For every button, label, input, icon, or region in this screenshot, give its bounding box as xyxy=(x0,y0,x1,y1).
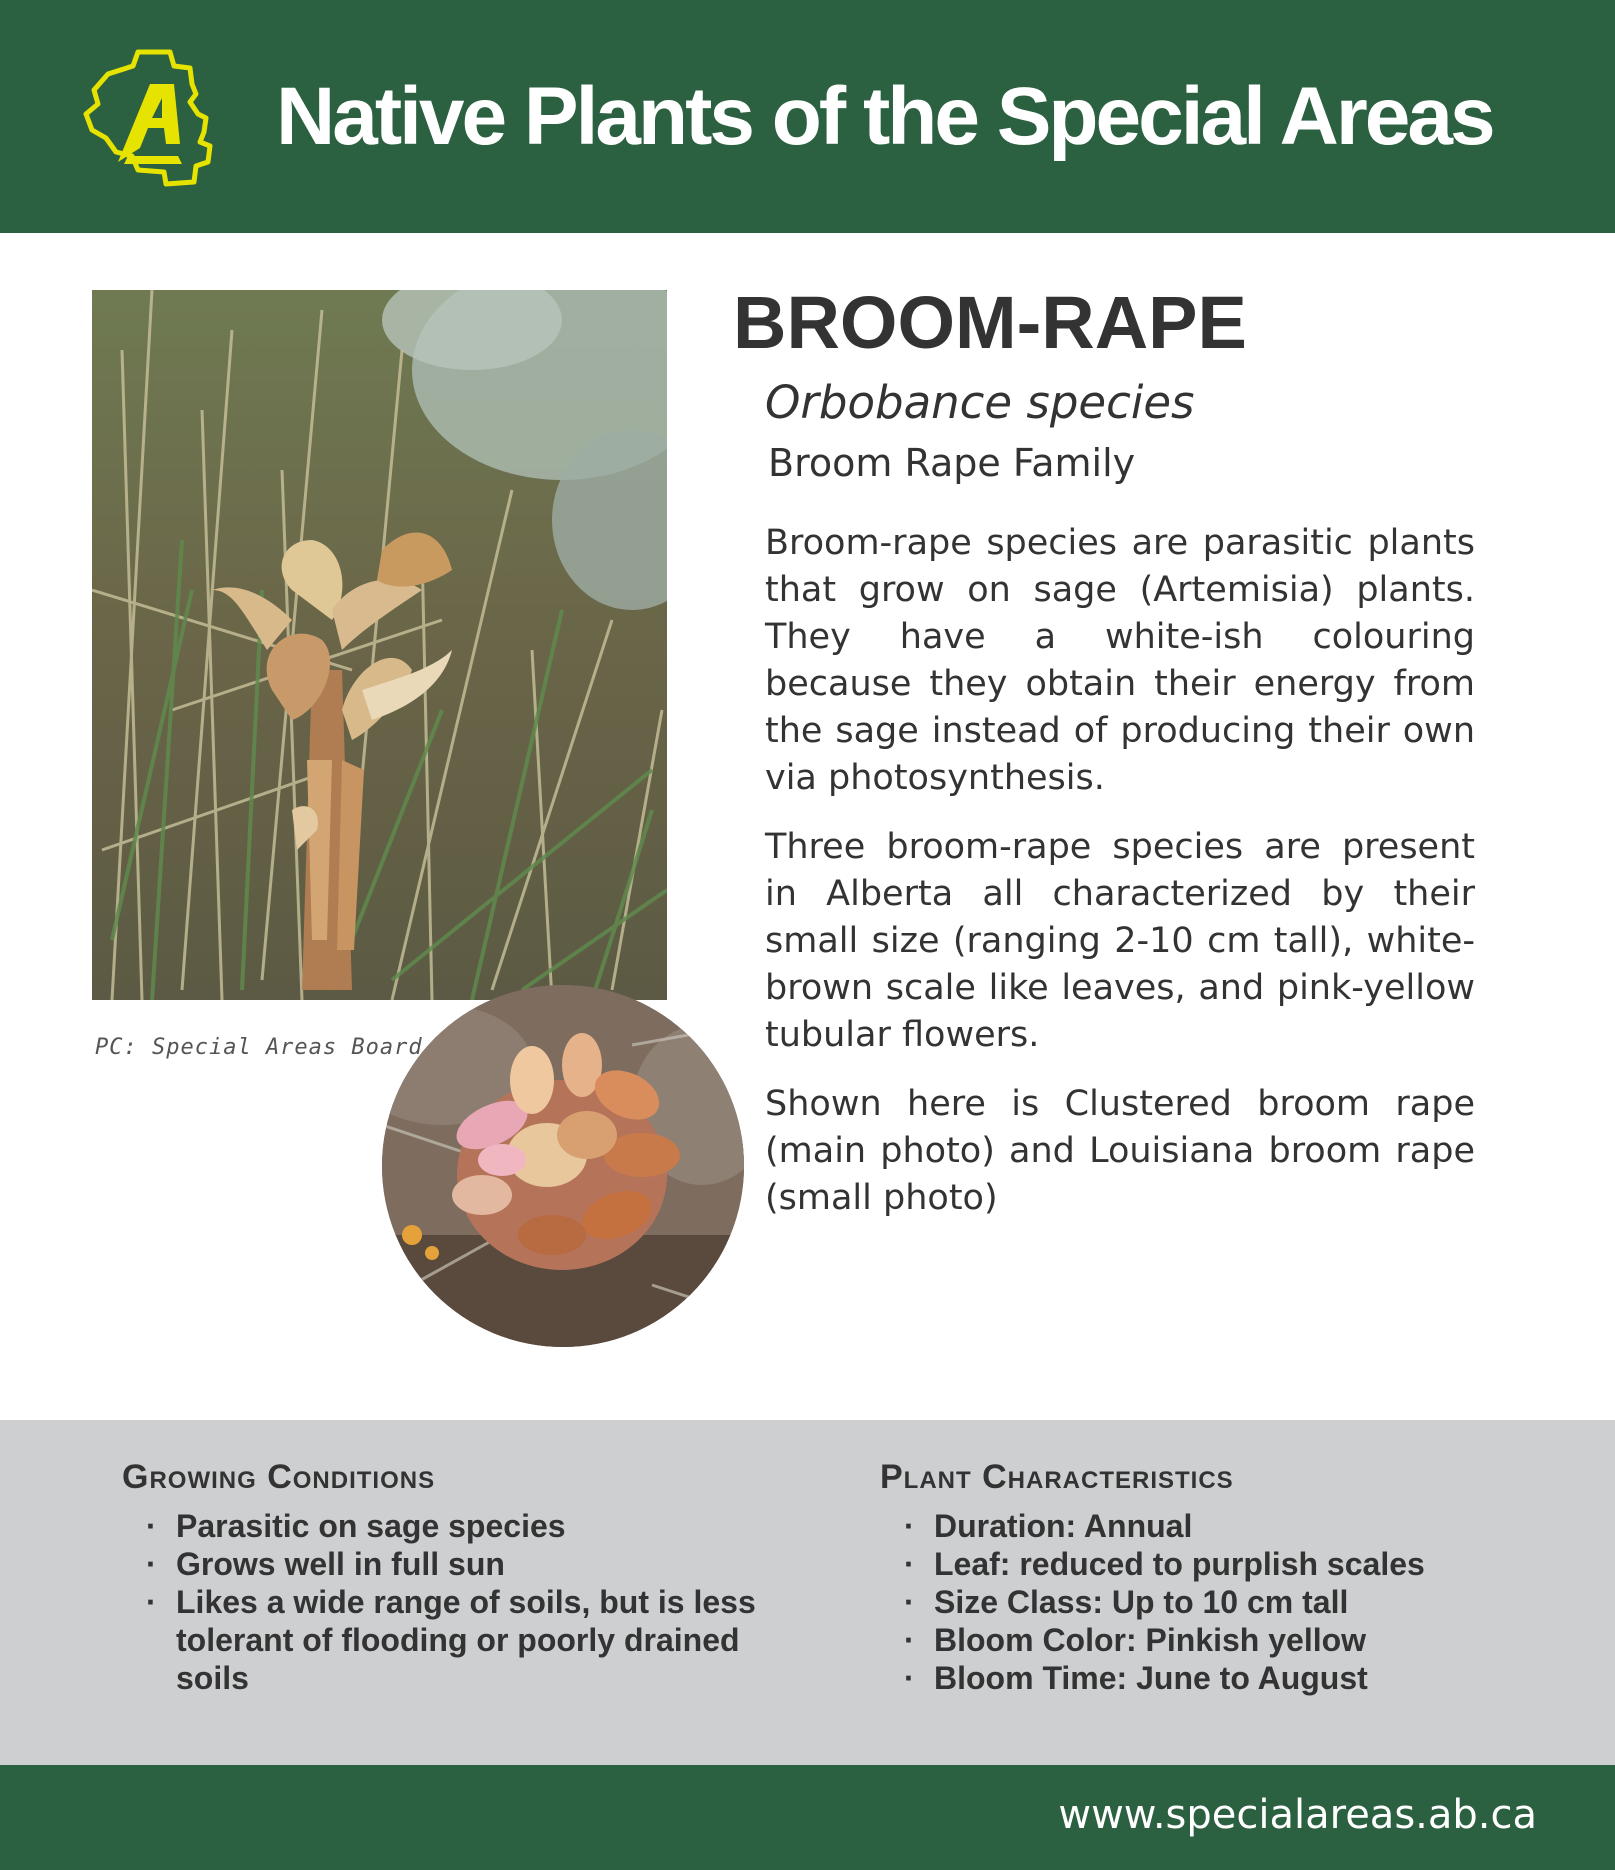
growing-conditions-list xyxy=(122,1507,762,1697)
plant-characteristics-list xyxy=(880,1507,1580,1697)
bullet-icon: · xyxy=(904,1546,915,1582)
list-item-text: Duration: Annual xyxy=(934,1508,1193,1544)
description-paragraph: Three broom-rape species are present in Alberta all characterized by their small size (ranging 2-10 cm tall), white-brown scale like leaves, and pink-yellow tubular flowers. xyxy=(765,827,1475,1055)
small-plant-photo xyxy=(382,985,744,1347)
page-header-title: Native Plants of the Special Areas xyxy=(276,71,1493,162)
growing-conditions-section xyxy=(122,1455,762,1697)
list-item-text: Leaf: reduced to purplish scales xyxy=(934,1546,1425,1582)
bullet-icon: · xyxy=(904,1508,915,1544)
plant-characteristics-section xyxy=(880,1455,1580,1697)
plant-scientific-name: Orbobance species xyxy=(765,376,1195,429)
bullet-icon: · xyxy=(904,1584,915,1620)
plant-characteristics-heading: Plant Characteristics xyxy=(880,1458,1234,1496)
plant-description xyxy=(765,520,1475,1244)
main-plant-photo xyxy=(92,290,667,1000)
list-item-text: Parasitic on sage species xyxy=(176,1508,566,1544)
plant-common-name: BROOM-RAPE xyxy=(733,281,1247,364)
bullet-icon: · xyxy=(904,1660,915,1696)
list-item-text: Likes a wide range of soils, but is less tolerant of flooding or poorly drained soils xyxy=(176,1584,756,1696)
special-areas-logo xyxy=(78,44,238,194)
list-item-text: Bloom Color: Pinkish yellow xyxy=(934,1622,1367,1658)
list-item xyxy=(146,1545,762,1583)
list-item xyxy=(904,1507,1580,1545)
bullet-icon: · xyxy=(146,1584,157,1620)
list-item-text: Grows well in full sun xyxy=(176,1546,505,1582)
special-areas-map-icon xyxy=(78,44,238,194)
list-item xyxy=(146,1583,762,1697)
list-item xyxy=(904,1659,1580,1697)
photo-credit: PC: Special Areas Board xyxy=(95,1035,423,1060)
growing-conditions-heading: Growing Conditions xyxy=(122,1458,436,1496)
list-item xyxy=(904,1583,1580,1621)
list-item xyxy=(146,1507,762,1545)
bullet-icon: · xyxy=(904,1622,915,1658)
plant-family: Broom Rape Family xyxy=(768,441,1136,485)
bullet-icon: · xyxy=(146,1546,157,1582)
list-item-text: Size Class: Up to 10 cm tall xyxy=(934,1584,1349,1620)
description-paragraph: Shown here is Clustered broom rape (main photo) and Louisiana broom rape (small photo) xyxy=(765,1084,1475,1218)
website-link[interactable]: www.specialareas.ab.ca xyxy=(1058,1792,1537,1838)
bullet-icon: · xyxy=(146,1508,157,1544)
list-item xyxy=(904,1545,1580,1583)
list-item-text: Bloom Time: June to August xyxy=(934,1660,1368,1696)
description-paragraph: Broom-rape species are parasitic plants that grow on sage (Artemisia) plants. They have a white-ish colouring because they obtain their energy from the sage instead of producing their own via photosynthesis. xyxy=(765,523,1475,798)
list-item xyxy=(904,1621,1580,1659)
